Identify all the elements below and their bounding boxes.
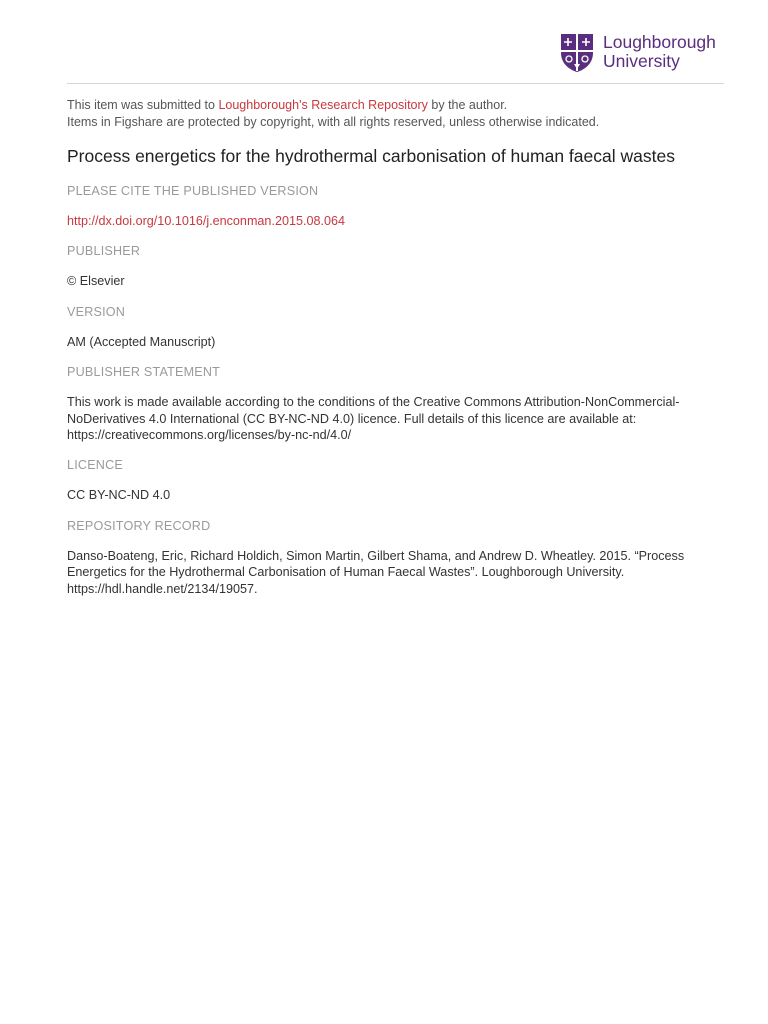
cite-label: PLEASE CITE THE PUBLISHED VERSION <box>67 184 319 198</box>
logo-wordmark <box>603 33 716 71</box>
version-label: VERSION <box>67 304 126 319</box>
submission-text-suffix: by the author. <box>427 98 508 112</box>
record-content <box>67 97 727 597</box>
repository-record-value: Danso-Boateng, Eric, Richard Holdich, Simon Martin, Gilbert Shama, and Andrew D. Wheatley. 2015. “Process Energetics for the Hydrothermal Carbonisation of Human Faecal Wastes”. Loughborough University. https://hdl.handle.net/2134/19057. <box>67 548 685 596</box>
publisher-statement-label: PUBLISHER STATEMENT <box>67 365 221 380</box>
logo-line-2: University <box>603 51 680 71</box>
publisher-value: © Elsevier <box>67 274 125 289</box>
item-title: Process energetics for the hydrothermal carbonisation of human faecal wastes <box>67 146 675 166</box>
university-logo[interactable] <box>560 33 730 77</box>
repository-link[interactable]: Loughborough's Research Repository <box>218 98 428 112</box>
licence-value: CC BY-NC-ND 4.0 <box>67 488 171 503</box>
publisher-label: PUBLISHER <box>67 244 141 259</box>
submission-notice <box>67 97 727 130</box>
doi-link[interactable]: http://dx.doi.org/10.1016/j.enconman.2015.08.064 <box>67 214 345 228</box>
logo-line-1: Loughborough <box>603 32 716 52</box>
publisher-statement-value: This work is made available according to the conditions of the Creative Commons Attribution-NonCommercial-NoDerivatives 4.0 International (CC BY-NC-ND 4.0) licence. Full details of this licence are available at: https://creativecommons.org/licenses/by-nc-nd/4.0/ <box>67 395 680 443</box>
submission-text-prefix: This item was submitted to <box>67 98 219 112</box>
shield-crest-icon <box>560 33 594 73</box>
repository-record-label: REPOSITORY RECORD <box>67 518 211 533</box>
licence-label: LICENCE <box>67 458 123 473</box>
copyright-notice: Items in Figshare are protected by copyright, with all rights reserved, unless otherwise indicated. <box>67 114 600 129</box>
header-divider <box>67 83 724 84</box>
version-value: AM (Accepted Manuscript) <box>67 334 216 349</box>
